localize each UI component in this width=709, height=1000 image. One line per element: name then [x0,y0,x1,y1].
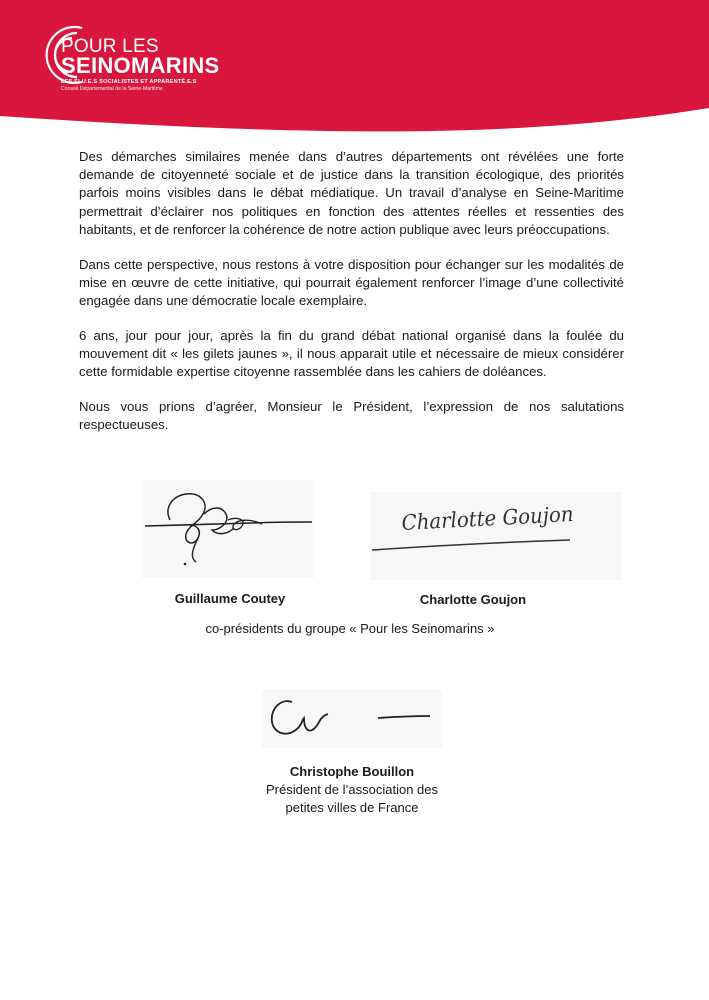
paragraph-1: Des démarches similaires menée dans d’autres départements ont révélées une forte demande de citoyenneté sociale et de justice dans la transition écologique, des priorités parfois moins visibles dans le débat médiatique. Un travail d’analyse en Seine-Maritime permettrait d’éclairer nos politiques en fonction des attentes réelles et ressenties des habitants, et de renforcer la cohérence de notre action publique avec leurs préoccupations. [79,149,624,237]
christophe-title-line1: Président de l’association des [266,782,438,797]
logo-subtitle: LES ÉLU.E.S SOCIALISTES ET APPARENTÉ.E.S [61,79,197,85]
logo [36,18,236,93]
signatory-christophe-name: Christophe Bouillon [289,764,415,779]
signature-christophe [262,690,442,748]
paragraph-3: 6 ans, jour pour jour, après la fin du grand débat national organisé dans la foulée du mouvement dit « les gilets jaunes », il nous apparait utile et nécessaire de mieux considérer cette formidable expertise citoyenne rassemblée dans les cahiers de doléances. [79,327,624,380]
charlotte-signature-text: Charlotte Goujon [401,501,586,535]
paragraph-2: Dans cette perspective, nous restons à votre disposition pour échanger sur les modalités de mise en œuvre de cette initiative, qui pourrait également renforcer l’image d’une collectivité engagée dans une démocratie locale exemplaire. [79,256,624,308]
copresidents-caption: co-présidents du groupe « Pour les Seinomarins » [205,621,495,636]
paragraph-4: Nous vous prions d’agréer, Monsieur le Président, l’expression de nos salutations respectueuses. [79,398,624,432]
logo-subtitle-council: Conseil Départemental de la Seine-Maritime [61,86,163,92]
logo-line1: POUR LES [61,36,159,57]
christophe-title-line2: petites villes de France [285,800,419,815]
signatory-guillaume-name: Guillaume Coutey [174,591,286,606]
letter-body [79,148,624,451]
logo-line2: SEINOMARINS [61,53,220,78]
signature-charlotte [370,492,622,580]
signatory-charlotte-name: Charlotte Goujon [419,592,527,607]
signature-guillaume [142,480,314,578]
